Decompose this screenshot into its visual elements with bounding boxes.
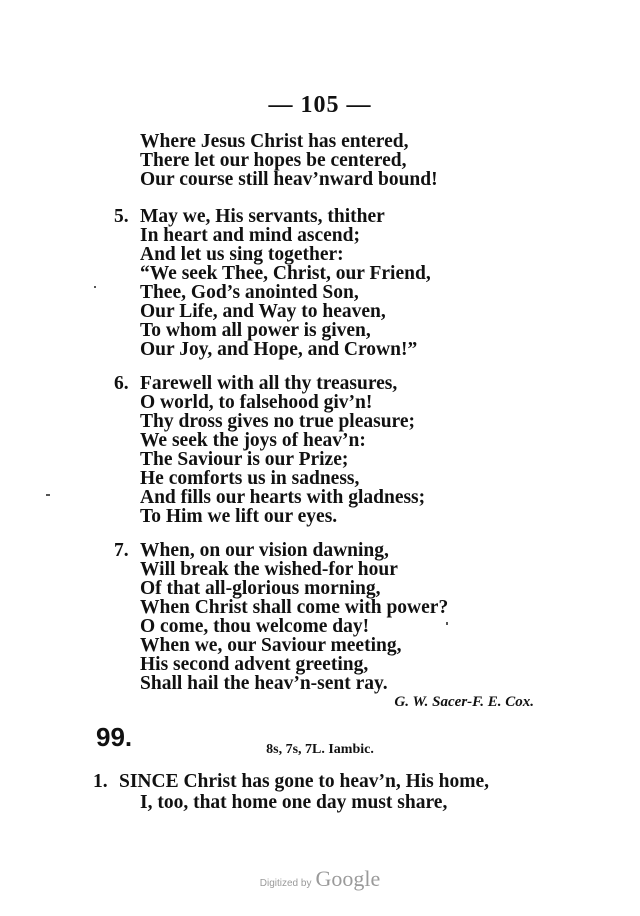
digitized-watermark <box>0 866 640 892</box>
scan-speck <box>446 622 448 625</box>
verse-line: We seek the joys of heav’n: <box>140 430 366 451</box>
verse-line: And fills our hearts with gladness; <box>140 487 426 508</box>
verse-line: Farewell with all thy treasures, <box>140 373 398 394</box>
verse-line: Will break the wished-for hour <box>140 559 398 580</box>
verse-line: Our Life, and Way to heaven, <box>140 301 386 322</box>
verse-line: When Christ shall come with power? <box>140 597 449 618</box>
verse-line: Shall hail the heav’n-sent ray. <box>140 673 388 694</box>
verse-line: When, on our vision dawning, <box>140 540 389 561</box>
verse-line: SINCE Christ has gone to heav’n, His home, <box>119 771 489 792</box>
verse-line: I, too, that home one day must share, <box>140 792 448 813</box>
verse-line: Thy dross gives no true pleasure; <box>140 411 416 432</box>
verse-line: He comforts us in sadness, <box>140 468 360 489</box>
verse-line: When we, our Saviour meeting, <box>140 635 402 656</box>
verse-line: O world, to falsehood giv’n! <box>140 392 373 413</box>
watermark-brand: Google <box>315 866 381 891</box>
verse-line: Of that all-glorious morning, <box>140 578 381 599</box>
stanza-5 <box>114 206 431 360</box>
meter-label: 8s, 7s, 7L. Iambic. <box>266 742 374 757</box>
verse-line: His second advent greeting, <box>140 654 369 675</box>
verse-line: And let us sing together: <box>140 244 344 265</box>
verse-line: In heart and mind ascend; <box>140 225 360 246</box>
verse-line: O come, thou welcome day! <box>140 616 370 637</box>
page-number: — 105 — <box>268 92 372 118</box>
verse-line: Where Jesus Christ has entered, <box>140 131 409 152</box>
watermark-prefix: Digitized by <box>259 878 312 889</box>
stanza-7 <box>114 540 449 694</box>
stanza-number: 7. <box>114 540 129 561</box>
stanza-6 <box>114 373 426 527</box>
verse-line: To whom all power is given, <box>140 320 371 341</box>
hymn-99-stanza-1 <box>93 771 489 813</box>
verse-line: To Him we lift our eyes. <box>140 506 338 527</box>
stanza-number: 1. <box>93 771 108 792</box>
scan-speck <box>94 286 96 288</box>
stanza-number: 5. <box>114 206 129 227</box>
verse-line: There let our hopes be centered, <box>140 150 407 171</box>
hymn-number: 99. <box>96 722 133 752</box>
verse-line: Thee, God’s anointed Son, <box>140 282 359 303</box>
scan-speck <box>46 494 50 496</box>
stanza-number: 6. <box>114 373 129 394</box>
verse-line: Our course still heav’nward bound! <box>140 169 438 190</box>
verse-line: The Saviour is our Prize; <box>140 449 349 470</box>
author-attribution: G. W. Sacer-F. E. Cox. <box>394 694 534 710</box>
verse-line: “We seek Thee, Christ, our Friend, <box>140 263 431 284</box>
stanza-continuation <box>140 132 438 189</box>
verse-line: May we, His servants, thither <box>140 206 385 227</box>
verse-line: Our Joy, and Hope, and Crown!” <box>140 339 418 360</box>
